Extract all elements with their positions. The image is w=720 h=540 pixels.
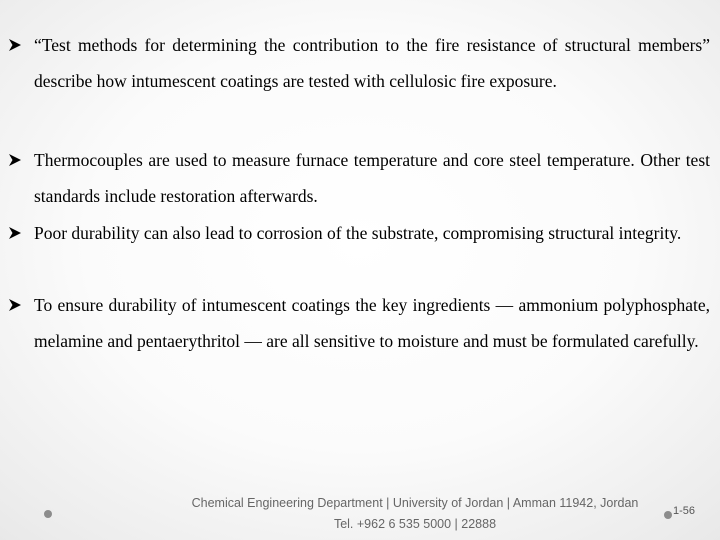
decorative-dot-icon [664,511,672,519]
arrow-bullet-icon [8,27,28,63]
bullet-text: Poor durability can also lead to corrosion of the substrate, compromising structural integrity. [34,223,682,243]
footer-line-phone: Tel. +962 6 535 5000 | 22888 [333,517,497,531]
bullet-item [8,27,710,99]
arrow-bullet-icon [8,215,28,251]
bullet-item [8,287,710,359]
arrow-bullet-icon [8,287,28,323]
bullet-item [8,215,710,251]
bullet-item [8,142,710,214]
footer-line-department: Chemical Engineering Department | University of Jordan | Amman 11942, Jordan [191,496,639,510]
decorative-dot-icon [44,510,52,518]
bullet-text: “Test methods for determining the contribution to the fire resistance of structural members” describe how intumescent coatings are tested with cellulosic fire exposure. [34,35,710,91]
footer [170,493,660,535]
arrow-bullet-icon [8,142,28,178]
page-number: 1-56 [673,505,696,517]
bullet-text: Thermocouples are used to measure furnace temperature and core steel temperature. Other test standards include restoration afterwards. [34,150,710,206]
bullet-text: To ensure durability of intumescent coatings the key ingredients — ammonium polyphosphate, melamine and pentaerythritol — are all sensitive to moisture and must be formulated carefully. [34,295,710,351]
